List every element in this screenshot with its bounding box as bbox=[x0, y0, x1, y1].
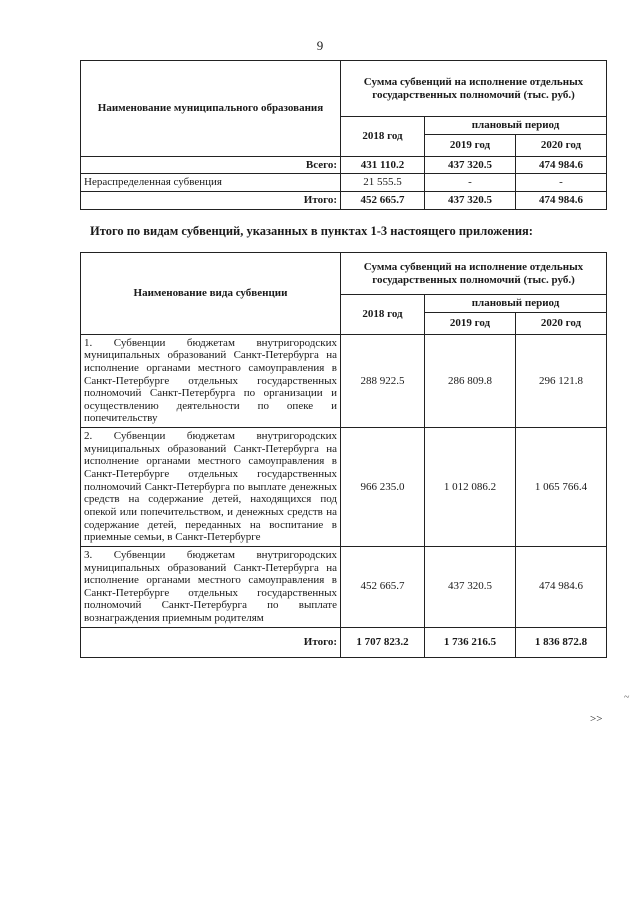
value-2020: 474 984.6 bbox=[516, 156, 607, 174]
table-row bbox=[81, 156, 607, 174]
value-2018: 966 235.0 bbox=[341, 428, 425, 547]
year-2019-header: 2019 год bbox=[425, 134, 516, 156]
page-number: 9 bbox=[316, 38, 324, 53]
value-2019: 437 320.5 bbox=[425, 156, 516, 174]
sum-header: Сумма субвенций на исполнение отдельных государственных полномочий (тыс. руб.) bbox=[341, 61, 607, 117]
value-2019: 437 320.5 bbox=[425, 191, 516, 209]
year-2018-header: 2018 год bbox=[341, 117, 425, 157]
value-2020: 296 121.8 bbox=[516, 334, 607, 427]
subsidy-table-municipal bbox=[80, 60, 607, 210]
value-2018: 452 665.7 bbox=[341, 191, 425, 209]
subsidy-type-header: Наименование вида субвенции bbox=[81, 253, 341, 335]
row-label: Нераспределенная субвенция bbox=[81, 174, 341, 192]
subsidy-table-by-type bbox=[80, 252, 607, 658]
year-2020-header: 2020 год bbox=[516, 312, 607, 334]
value-2019: - bbox=[425, 174, 516, 192]
value-2020: 474 984.6 bbox=[516, 191, 607, 209]
municipality-header: Наименование муниципального образования bbox=[81, 61, 341, 157]
row-label: Всего: bbox=[81, 156, 341, 174]
planned-period-header: плановый период bbox=[425, 117, 607, 135]
table-row bbox=[81, 174, 607, 192]
section-title: Итого по видам субвенций, указанных в пунктах 1-3 настоящего приложения: bbox=[90, 224, 533, 238]
subsidy-type-label: 1. Субвенции бюджетам внутригородских муниципальных образований Санкт-Петербурга на исполнение органами местного самоуправления в Санкт-Петербурге отдельных государственных полномочий Санкт-Петербурга по организации и осуществлению деятельности по опеке и попечительству bbox=[81, 334, 341, 427]
year-2019-header: 2019 год bbox=[425, 312, 516, 334]
value-2020: 474 984.6 bbox=[516, 546, 607, 627]
margin-mark: ~ bbox=[624, 692, 630, 703]
row-label: Итого: bbox=[81, 191, 341, 209]
subsidy-type-label: 3. Субвенции бюджетам внутригородских муниципальных образований Санкт-Петербурга на исполнение органами местного самоуправления в Санкт-Петербурге отдельных государственных полномочий Санкт-Петербурга по выплате вознаграждения приемным родителям bbox=[81, 546, 341, 627]
year-2020-header: 2020 год bbox=[516, 134, 607, 156]
value-2018: 288 922.5 bbox=[341, 334, 425, 427]
value-2019: 437 320.5 bbox=[425, 546, 516, 627]
total-row bbox=[81, 627, 607, 657]
planned-period-header: плановый период bbox=[425, 295, 607, 313]
value-2018: 431 110.2 bbox=[341, 156, 425, 174]
total-2018: 1 707 823.2 bbox=[341, 627, 425, 657]
total-label: Итого: bbox=[81, 627, 341, 657]
value-2020: 1 065 766.4 bbox=[516, 428, 607, 547]
value-2020: - bbox=[516, 174, 607, 192]
year-2018-header: 2018 год bbox=[341, 295, 425, 335]
total-2019: 1 736 216.5 bbox=[425, 627, 516, 657]
table-row bbox=[81, 191, 607, 209]
subsidy-type-label: 2. Субвенции бюджетам внутригородских муниципальных образований Санкт-Петербурга на исполнение органами местного самоуправления в Санкт-Петербурге отдельных государственных полномочий Санкт-Петербурга по выплате денежных средств на содержание детей, находящихся под опекой или попечительством, и денежных средств на содержание детей, переданных на воспитание в приемные семьи, в Санкт-Петербурге bbox=[81, 428, 341, 547]
table-row bbox=[81, 546, 607, 627]
table-row bbox=[81, 334, 607, 427]
value-2018: 21 555.5 bbox=[341, 174, 425, 192]
table-row bbox=[81, 428, 607, 547]
total-2020: 1 836 872.8 bbox=[516, 627, 607, 657]
value-2019: 1 012 086.2 bbox=[425, 428, 516, 547]
continue-mark: >> bbox=[590, 713, 603, 725]
sum-header: Сумма субвенций на исполнение отдельных государственных полномочий (тыс. руб.) bbox=[341, 253, 607, 295]
value-2019: 286 809.8 bbox=[425, 334, 516, 427]
value-2018: 452 665.7 bbox=[341, 546, 425, 627]
